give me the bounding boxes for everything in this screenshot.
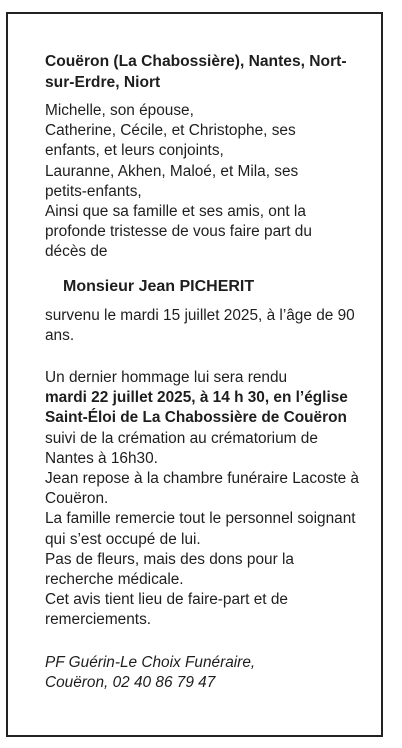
notice-locations: Couëron (La Chabossière), Nantes, Nort-sur-Erdre, Niort <box>45 53 347 91</box>
ceremony-after: suivi de la crémation au crématorium de Nantes à 16h30. <box>45 429 318 467</box>
ceremony-details <box>45 368 363 631</box>
obituary-notice-content <box>45 52 363 693</box>
deceased-name: Monsieur Jean PICHERIT <box>63 277 255 295</box>
announcement-line: Ainsi que sa famille et ses amis, ont la <box>45 203 306 221</box>
ceremony-date-place: mardi 22 juillet 2025, à 14 h 30, en l’église Saint-Éloi de La Chabossière de Couëron <box>45 389 348 427</box>
announcement-line: enfants, et leurs conjoints, <box>45 142 224 160</box>
announcement-line: décès de <box>45 243 108 261</box>
detail-line: Cet avis tient lieu de faire-part et de remerciements. <box>45 591 288 629</box>
ceremony-intro: Un dernier hommage lui sera rendu <box>45 369 288 387</box>
funeral-home-name: PF Guérin-Le Choix Funéraire, <box>45 653 256 671</box>
detail-line: La famille remercie tout le personnel soignant qui s’est occupé de lui. <box>45 510 356 548</box>
funeral-home-contact: Couëron, 02 40 86 79 47 <box>45 673 216 691</box>
funeral-home-signature <box>45 653 363 693</box>
detail-line: Pas de fleurs, mais des dons pour la recherche médicale. <box>45 550 294 589</box>
announcement-line: Michelle, son épouse, <box>45 102 194 119</box>
death-date-text: survenu le mardi 15 juillet 2025, à l’âge de 90 ans. <box>45 306 355 344</box>
announcement-line: petits-enfants, <box>45 182 142 200</box>
announcement-line: profonde tristesse de vous faire part du <box>45 223 312 241</box>
detail-line: Jean repose à la chambre funéraire Lacoste à Couëron. <box>45 470 359 508</box>
announcement-line: Lauranne, Akhen, Maloé, et Mila, ses <box>45 162 299 180</box>
announcement-line: Catherine, Cécile, et Christophe, ses <box>45 122 296 140</box>
family-announcement <box>45 101 363 263</box>
ceremony-paragraph <box>45 389 348 467</box>
